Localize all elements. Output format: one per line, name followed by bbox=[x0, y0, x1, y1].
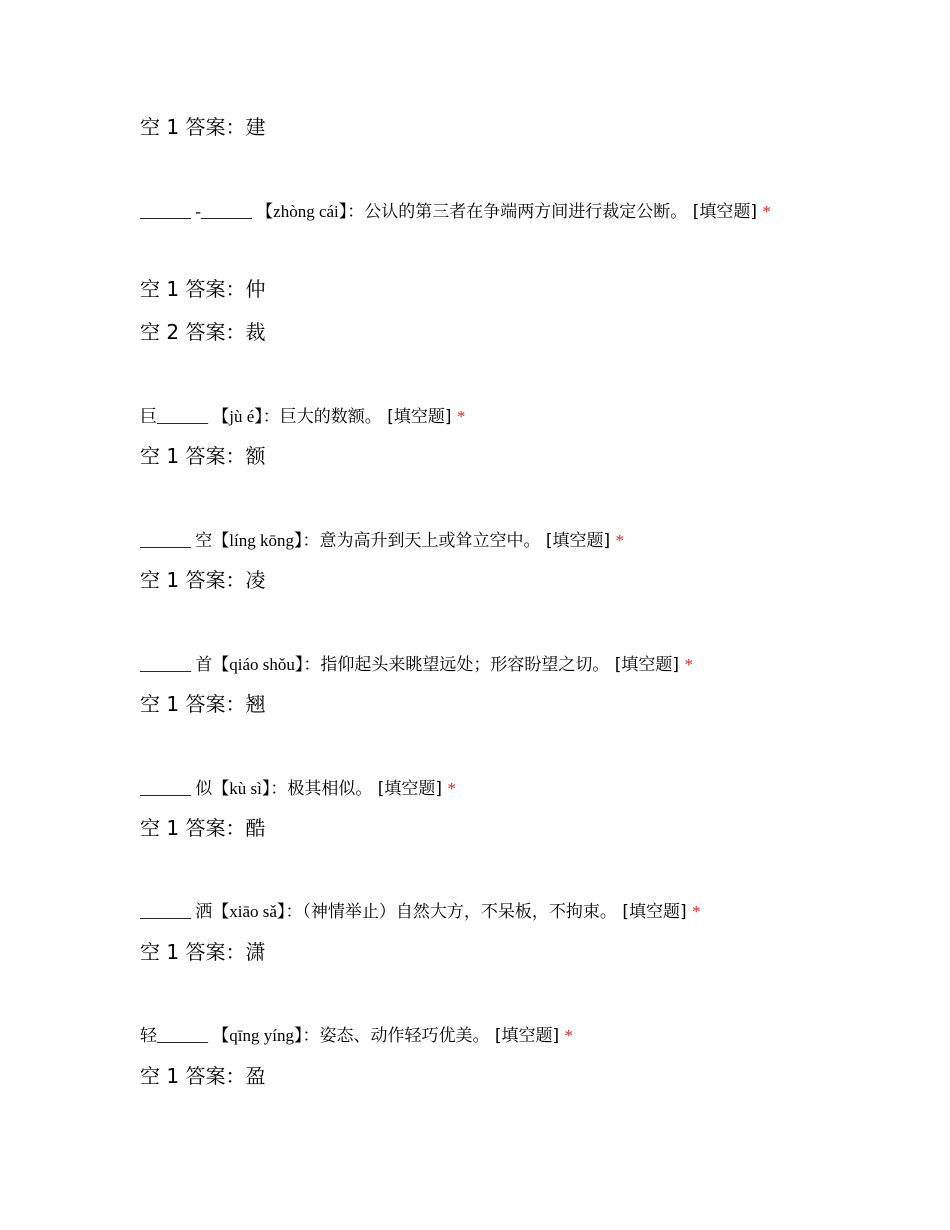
question-item bbox=[140, 526, 810, 556]
question-type: [填空题] bbox=[692, 202, 757, 222]
answer-value: 潇 bbox=[245, 940, 266, 964]
answer-value: 仲 bbox=[245, 277, 266, 301]
answer-value: 凌 bbox=[245, 568, 266, 592]
required-asterisk: * bbox=[447, 779, 456, 798]
answer-label: 空 1 答案： bbox=[140, 692, 246, 716]
answer-value: 酷 bbox=[245, 816, 266, 840]
question-pinyin: 【jù é】 bbox=[212, 407, 263, 426]
question-type: [填空题] bbox=[494, 1026, 560, 1046]
question-definition: ：姿态、动作轻巧优美。 bbox=[302, 1026, 490, 1046]
question-pinyin: 【zhòng cái】 bbox=[256, 202, 348, 221]
answer-label: 空 1 答案： bbox=[140, 568, 246, 592]
question-blank: 巨______ bbox=[140, 407, 213, 426]
required-asterisk: * bbox=[564, 1026, 574, 1045]
question-item bbox=[140, 402, 810, 432]
answer-value: 额 bbox=[245, 444, 266, 468]
question-type: [填空题] bbox=[387, 407, 452, 427]
question-blank: ______ -______ bbox=[140, 202, 257, 221]
question-blank: ______ 首 bbox=[140, 655, 213, 674]
required-asterisk: * bbox=[684, 655, 693, 674]
answer-label: 空 1 答案： bbox=[140, 816, 246, 840]
answer-value: 盈 bbox=[245, 1064, 266, 1088]
question-item bbox=[140, 650, 810, 680]
answer-label: 空 1 答案： bbox=[140, 444, 246, 468]
answer-line bbox=[140, 691, 265, 717]
question-item bbox=[140, 197, 810, 227]
question-type: [填空题] bbox=[545, 531, 611, 551]
required-asterisk: * bbox=[615, 531, 625, 550]
question-pinyin: 【qiáo shǒu】 bbox=[212, 655, 304, 674]
question-blank: ______ 似 bbox=[140, 779, 213, 798]
answer-line bbox=[140, 443, 265, 469]
question-definition: ：意为高升到天上或耸立空中。 bbox=[302, 531, 541, 551]
question-pinyin: 【qīng yíng】 bbox=[212, 1026, 303, 1045]
question-item bbox=[140, 897, 810, 927]
required-asterisk: * bbox=[762, 202, 771, 221]
answer-line bbox=[140, 939, 265, 965]
question-definition: ：极其相似。 bbox=[270, 779, 373, 799]
answer-line bbox=[140, 319, 265, 345]
question-blank: 轻______ bbox=[140, 1026, 213, 1045]
question-type: [填空题] bbox=[622, 902, 687, 922]
question-definition: ：（神情举止）自然大方，不呆板，不拘束。 bbox=[285, 902, 617, 922]
answer-line bbox=[140, 815, 265, 841]
question-pinyin: 【kù sì】 bbox=[212, 779, 271, 798]
answer-value: 建 bbox=[245, 115, 266, 139]
answer-label: 空 1 答案： bbox=[140, 115, 246, 139]
question-definition: ：巨大的数额。 bbox=[262, 407, 382, 427]
required-asterisk: * bbox=[456, 407, 466, 426]
answer-label: 空 1 答案： bbox=[140, 1064, 246, 1088]
question-definition: ：指仰起头来眺望远处；形容盼望之切。 bbox=[303, 655, 610, 675]
answer-line bbox=[140, 567, 265, 593]
question-item bbox=[140, 1021, 810, 1051]
question-pinyin: 【xiāo sǎ】 bbox=[212, 902, 286, 921]
question-type: [填空题] bbox=[614, 655, 680, 675]
required-asterisk: * bbox=[692, 902, 701, 921]
answer-value: 翘 bbox=[245, 692, 266, 716]
question-blank: ______ 空 bbox=[140, 531, 213, 550]
answer-label: 空 1 答案： bbox=[140, 277, 246, 301]
question-blank: ______ 洒 bbox=[140, 902, 213, 921]
question-pinyin: 【líng kōng】 bbox=[212, 531, 303, 550]
answer-line bbox=[140, 1063, 265, 1089]
answer-line bbox=[140, 114, 265, 140]
question-item bbox=[140, 774, 810, 804]
answer-label: 空 1 答案： bbox=[140, 940, 246, 964]
question-type: [填空题] bbox=[377, 779, 443, 799]
answer-line bbox=[140, 276, 265, 302]
answer-label: 空 2 答案： bbox=[140, 320, 246, 344]
answer-value: 裁 bbox=[245, 320, 266, 344]
question-definition: ：公认的第三者在争端两方间进行裁定公断。 bbox=[347, 202, 688, 222]
